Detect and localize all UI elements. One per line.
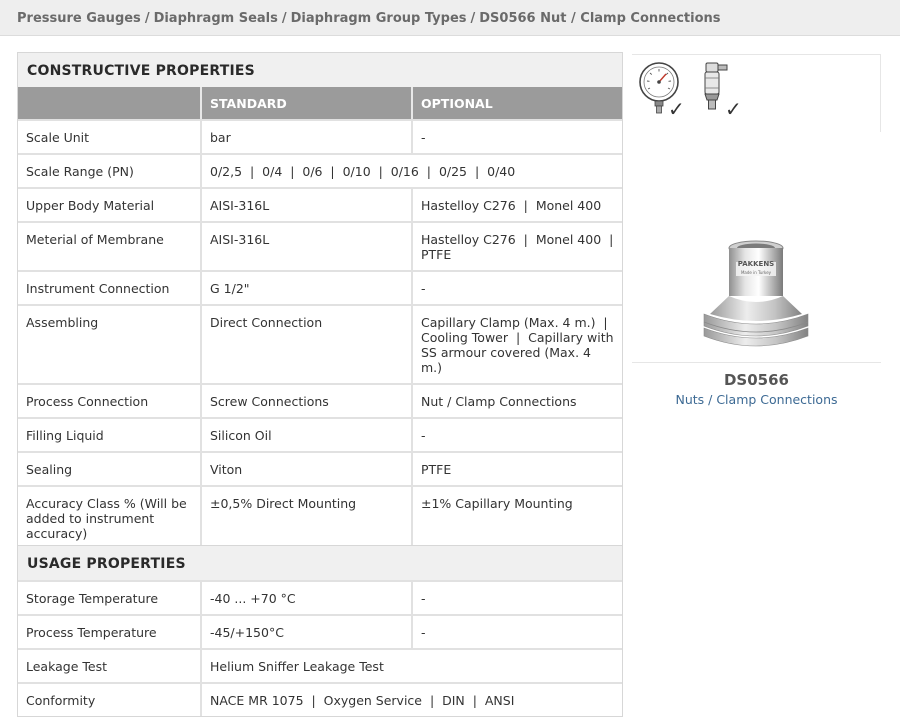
section-title: USAGE PROPERTIES (18, 546, 622, 580)
row-optional: - (411, 272, 622, 304)
table-row (18, 580, 622, 614)
row-label: Process Connection (26, 394, 149, 409)
usage-properties-table (17, 545, 623, 717)
row-standard: AISI-316L (200, 223, 411, 270)
row-optional: - (411, 616, 622, 648)
table-row (18, 451, 622, 485)
compatibility-panel (632, 54, 881, 132)
row-standard: G 1/2" (200, 272, 411, 304)
table-row (18, 383, 622, 417)
row-label: Scale Range (PN) (26, 164, 134, 179)
check-icon: ✓ (668, 97, 685, 121)
row-standard: Viton (200, 453, 411, 485)
table-row (18, 485, 622, 549)
row-optional: Capillary Clamp (Max. 4 m.) | Cooling Tower | Capillary with SS armour covered (Max. 4 m.) (411, 306, 622, 383)
check-icon: ✓ (725, 97, 742, 121)
breadcrumb-item-diaphragm-group-types[interactable]: Diaphragm Group Types (290, 11, 467, 26)
header-standard: STANDARD (200, 87, 411, 119)
row-label: Sealing (26, 462, 73, 477)
row-optional: ±1% Capillary Mounting (411, 487, 622, 549)
row-label: Instrument Connection (26, 281, 170, 296)
breadcrumb (0, 0, 900, 36)
product-code: DS0566 (723, 371, 789, 389)
table-row (18, 417, 622, 451)
row-standard: Silicon Oil (200, 419, 411, 451)
constructive-properties-table (17, 52, 623, 550)
breadcrumb-separator: / (144, 11, 150, 26)
row-label: Conformity (26, 693, 96, 708)
section-title: CONSTRUCTIVE PROPERTIES (18, 53, 622, 87)
diaphragm-seal-image (632, 236, 881, 356)
header-optional: OPTIONAL (411, 87, 622, 119)
product-image[interactable] (632, 236, 881, 363)
product-name-link[interactable]: Nuts / Clamp Connections (675, 392, 838, 407)
row-optional: Hastelloy C276 | Monel 400 | PTFE (411, 223, 622, 270)
brand-label: PAKKENS (737, 260, 775, 268)
row-label: Leakage Test (26, 659, 107, 674)
row-standard: ±0,5% Direct Mounting (200, 487, 411, 549)
table-header (18, 87, 622, 119)
row-standard: -40 ... +70 °C (200, 582, 411, 614)
row-optional: Hastelloy C276 | Monel 400 (411, 189, 622, 221)
table-row (18, 221, 622, 270)
row-value: Helium Sniffer Leakage Test (200, 650, 622, 682)
table-row (18, 682, 622, 716)
row-label: Accuracy Class % (Will be added to instrument accuracy) (26, 496, 187, 541)
row-label: Process Temperature (26, 625, 157, 640)
row-standard: bar (200, 121, 411, 153)
row-label: Scale Unit (26, 130, 90, 145)
breadcrumb-item-pressure-gauges[interactable]: Pressure Gauges (17, 11, 141, 26)
row-standard: 0/2,5 | 0/4 | 0/6 | 0/10 | 0/16 | 0/25 | 0/40 (200, 155, 622, 187)
breadcrumb-item-diaphragm-seals[interactable]: Diaphragm Seals (153, 11, 278, 26)
row-label: Assembling (26, 315, 99, 330)
row-label: Meterial of Membrane (26, 232, 164, 247)
table-row (18, 614, 622, 648)
breadcrumb-item-current: DS0566 Nut / Clamp Connections (479, 11, 721, 26)
row-label: Filling Liquid (26, 428, 104, 443)
table-row (18, 270, 622, 304)
row-optional: - (411, 121, 622, 153)
table-row (18, 187, 622, 221)
breadcrumb-separator: / (470, 11, 476, 26)
header-blank (18, 87, 200, 119)
brand-sub-label: Made in Turkey (740, 270, 772, 275)
table-row (18, 648, 622, 682)
row-optional: - (411, 582, 622, 614)
row-standard: -45/+150°C (200, 616, 411, 648)
row-standard: Direct Connection (200, 306, 411, 383)
table-row (18, 304, 622, 383)
row-optional: Nut / Clamp Connections (411, 385, 622, 417)
row-standard: Screw Connections (200, 385, 411, 417)
row-value: NACE MR 1075 | Oxygen Service | DIN | ANSI (200, 684, 622, 716)
table-row (18, 119, 622, 153)
row-standard: AISI-316L (200, 189, 411, 221)
row-label: Upper Body Material (26, 198, 155, 213)
table-row (18, 153, 622, 187)
row-label: Storage Temperature (26, 591, 159, 606)
row-optional: - (411, 419, 622, 451)
breadcrumb-separator: / (281, 11, 287, 26)
row-optional: PTFE (411, 453, 622, 485)
